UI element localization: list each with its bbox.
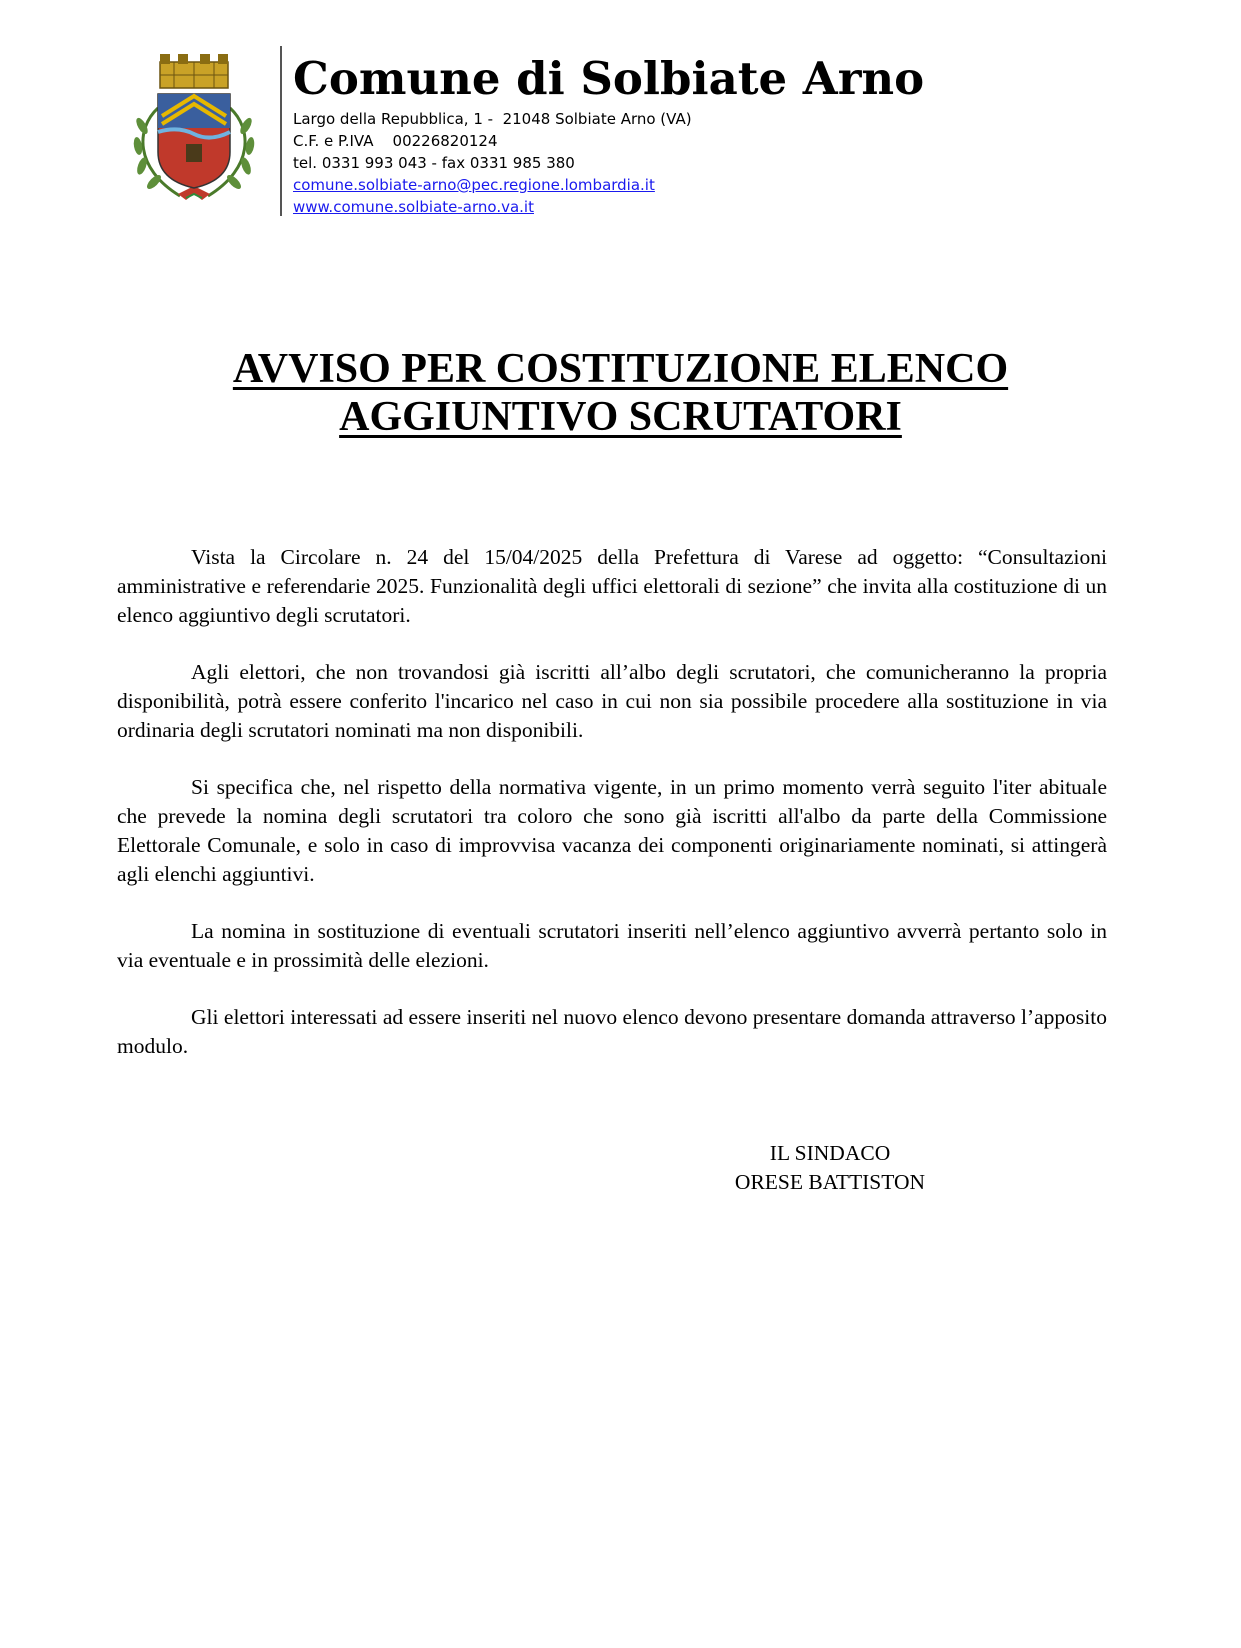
address: Largo della Repubblica, 1 - 21048 Solbiate Arno (VA) [293, 110, 692, 128]
website-link[interactable]: www.comune.solbiate-arno.va.it [293, 198, 534, 216]
header-divider [280, 46, 282, 216]
notice-title-line-1: AVVISO PER COSTITUZIONE ELENCO [232, 346, 1009, 392]
notice-body [117, 543, 1107, 1089]
phone-fax: tel. 0331 993 043 - fax 0331 985 380 [293, 154, 575, 172]
town-name: Comune di Solbiate Arno [293, 52, 925, 105]
paragraph-3: Si specifica che, nel rispetto della normativa vigente, in un primo momento verrà seguito l'iter abituale che prevede la nomina degli scrutatori tra coloro che sono già iscritti all'albo da parte della Commissione Elettorale Comunale, e solo in caso di improvvisa vacanza dei componenti originariamente nominati, si attingerà agli elenchi aggiuntivi. [117, 775, 1107, 886]
paragraph-4: La nomina in sostituzione di eventuali scrutatori inseriti nell’elenco aggiuntivo avverrà pertanto solo in via eventuale e in prossimità delle elezioni. [117, 919, 1107, 972]
pec-email-link[interactable]: comune.solbiate-arno@pec.regione.lombardia.it [293, 176, 655, 194]
signatory-name: ORESE BATTISTON [734, 1170, 926, 1194]
notice-title [0, 345, 1241, 441]
paragraph-5: Gli elettori interessati ad essere inseriti nel nuovo elenco devono presentare domanda attraverso l’apposito modulo. [117, 1005, 1107, 1058]
paragraph-1: Vista la Circolare n. 24 del 15/04/2025 della Prefettura di Varese ad oggetto: “Consultazioni amministrative e referendarie 2025. Funzionalità degli uffici elettorali di sezione” che invita alla costituzione di un elenco aggiuntivo degli scrutatori. [117, 545, 1107, 627]
signature-block [700, 1139, 960, 1197]
notice-title-line-2: AGGIUNTIVO SCRUTATORI [339, 394, 902, 440]
coat-of-arms-icon [128, 48, 260, 208]
signatory-role: IL SINDACO [769, 1141, 891, 1165]
tax-code: C.F. e P.IVA 00226820124 [293, 132, 498, 150]
letterhead [293, 50, 924, 218]
paragraph-2: Agli elettori, che non trovandosi già iscritti all’albo degli scrutatori, che comunicheranno la propria disponibilità, potrà essere conferito l'incarico nel caso in cui non sia possibile procedere alla sostituzione in via ordinaria degli scrutatori nominati ma non disponibili. [117, 660, 1107, 742]
